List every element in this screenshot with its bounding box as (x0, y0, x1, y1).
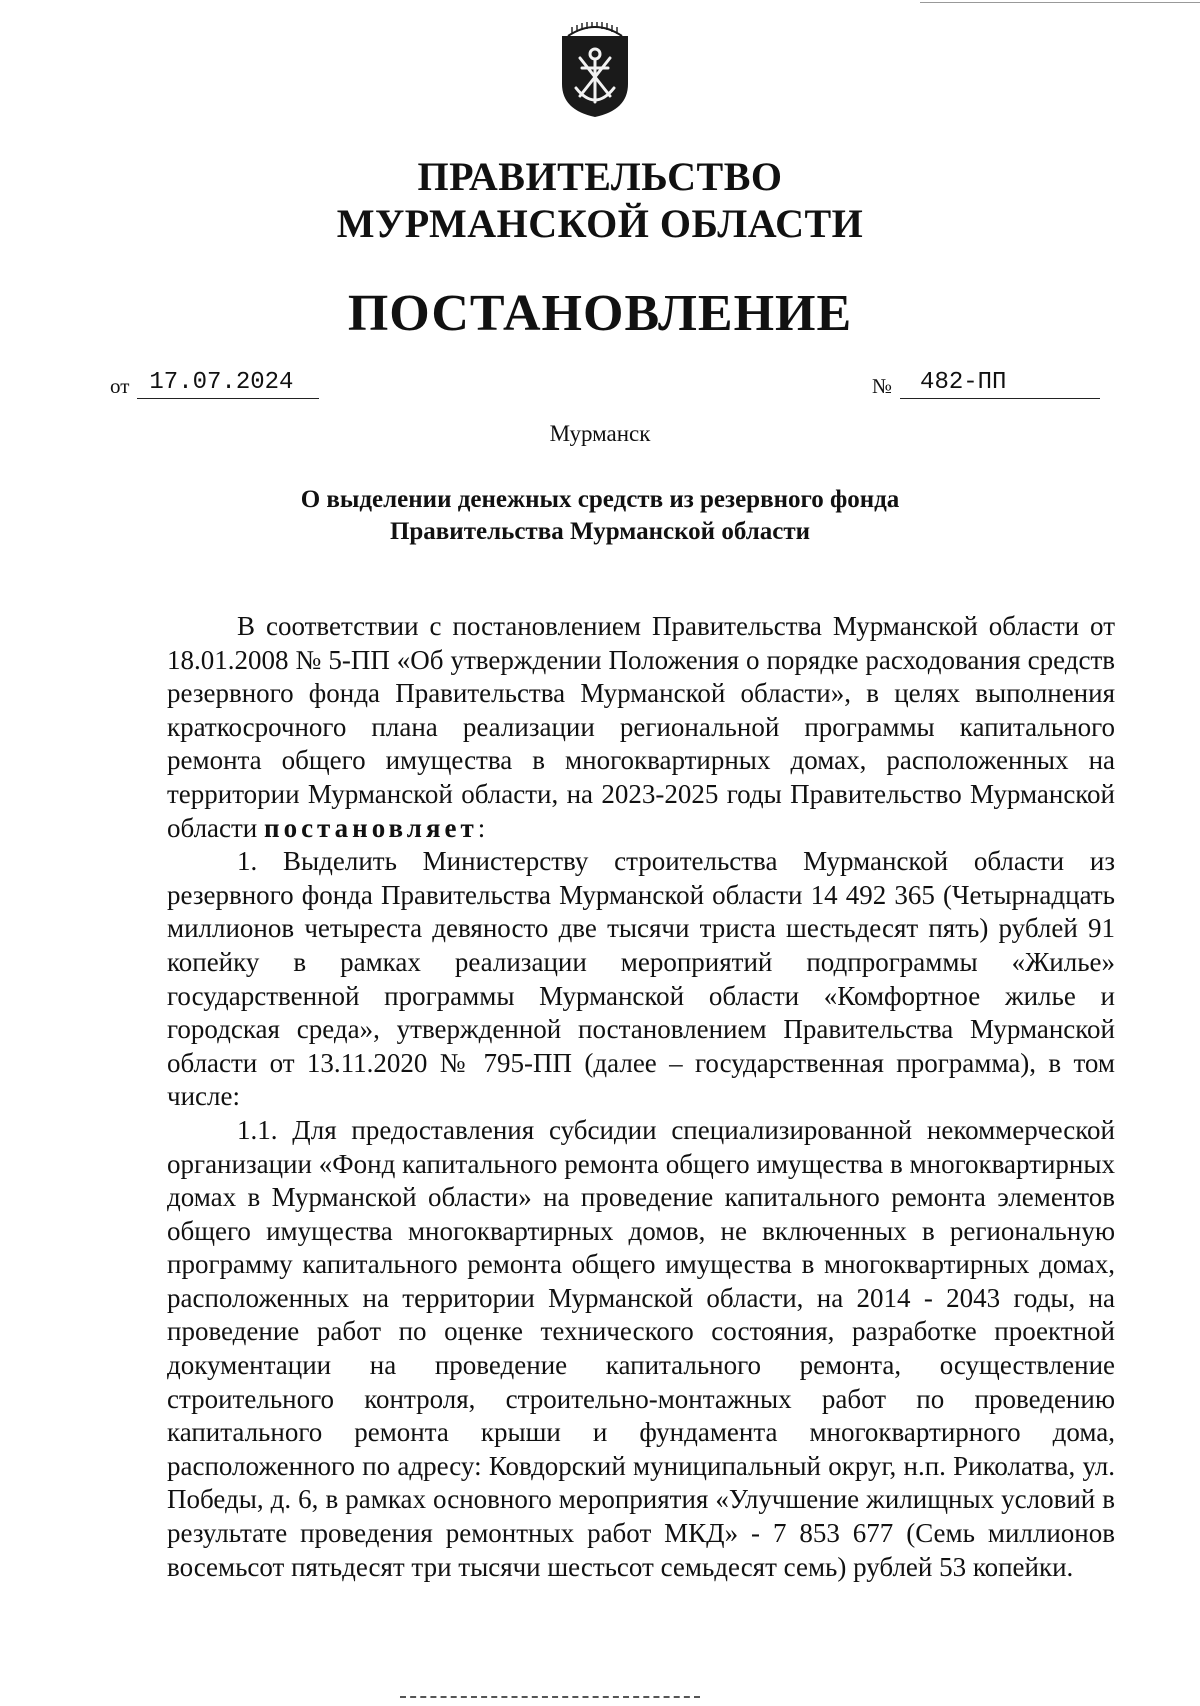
number-line (872, 368, 1100, 399)
preamble-paragraph (167, 610, 1115, 845)
clause-1-paragraph: 1. Выделить Министерству строительства Мурманской области из резервного фонда Правительства Мурманской области 14 492 365 (Четырнадцать миллионов четыреста девяносто две тысячи триста шестьдесят пять) рублей 91 копейку в рамках реализации мероприятий подпрограммы «Жилье» государственной программы Мурманской области «Комфортное жилье и городская среда», утвержденной постановлением Правительства Мурманской области от 13.11.2020 № 795-ПП (далее – государственная программа), в том числе: (167, 846, 1115, 1112)
subject-line1: О выделении денежных средств из резервного фонда (300, 486, 900, 513)
resolve-word: постановляет (264, 812, 478, 843)
document-body (167, 610, 1115, 1584)
scan-edge-line (920, 2, 1200, 3)
document-date: 17.07.2024 (137, 368, 319, 399)
clause-1-1-paragraph: 1.1. Для предоставления субсидии специализированной некоммерческой организации «Фонд капитального ремонта общего имущества в многоквартирных домах в Мурманской области» на проведение капитального ремонта элементов общего имущества многоквартирных домов, не включенных в региональную программу капитального ремонта общего имущества в многоквартирных домах, расположенных на территории Мурманской области, на 2014 - 2043 годы, на проведение работ по оценке технического состояния, разработке проектной документации на проведение капитального ремонта, осуществление строительного контроля, строительно-монтажных работ по проведению капитального ремонта крыши и фундамента многоквартирного дома, расположенного по адресу: Ковдорский муниципальный округ, н.п. Риколатва, ул. Победы, д. 6, в рамках основного мероприятия «Улучшение жилищных условий в результате проведения ремонтных работ МКД» - 7 853 677 (Семь миллионов восемьсот пятьдесят три тысячи шестьсот семьдесят семь) рублей 53 копейки. (167, 1114, 1115, 1582)
organization-name-line2: МУРМАНСКОЙ ОБЛАСТИ (336, 201, 864, 246)
coat-of-arms-emblem (558, 22, 632, 118)
organization-name-line1: ПРАВИТЕЛЬСТВО (417, 154, 783, 199)
date-prefix: от (110, 374, 130, 398)
city-name: Мурманск (549, 421, 651, 446)
document-type-title: ПОСТАНОВЛЕНИЕ (347, 285, 853, 342)
page-bottom-rule (400, 1696, 700, 1698)
subject-line2: Правительства Мурманской области (389, 518, 811, 545)
document-subject (200, 484, 1000, 548)
document-number: 482-ПП (900, 368, 1100, 399)
preamble-colon: : (477, 812, 486, 843)
date-line (110, 368, 319, 399)
number-prefix: № (872, 374, 893, 398)
preamble-text: В соответствии с постановлением Правительства Мурманской области от 18.01.2008 № 5-ПП «Об утверждении Положения о порядке расходования средств резервного фонда Правительства Мурманской области», в целях выполнения краткосрочного плана реализации региональной программы капитального ремонта общего имущества в многоквартирных домах, расположенных на территории Мурманской области, на 2023-2025 годы Правительство Мурманской области (167, 611, 1115, 843)
